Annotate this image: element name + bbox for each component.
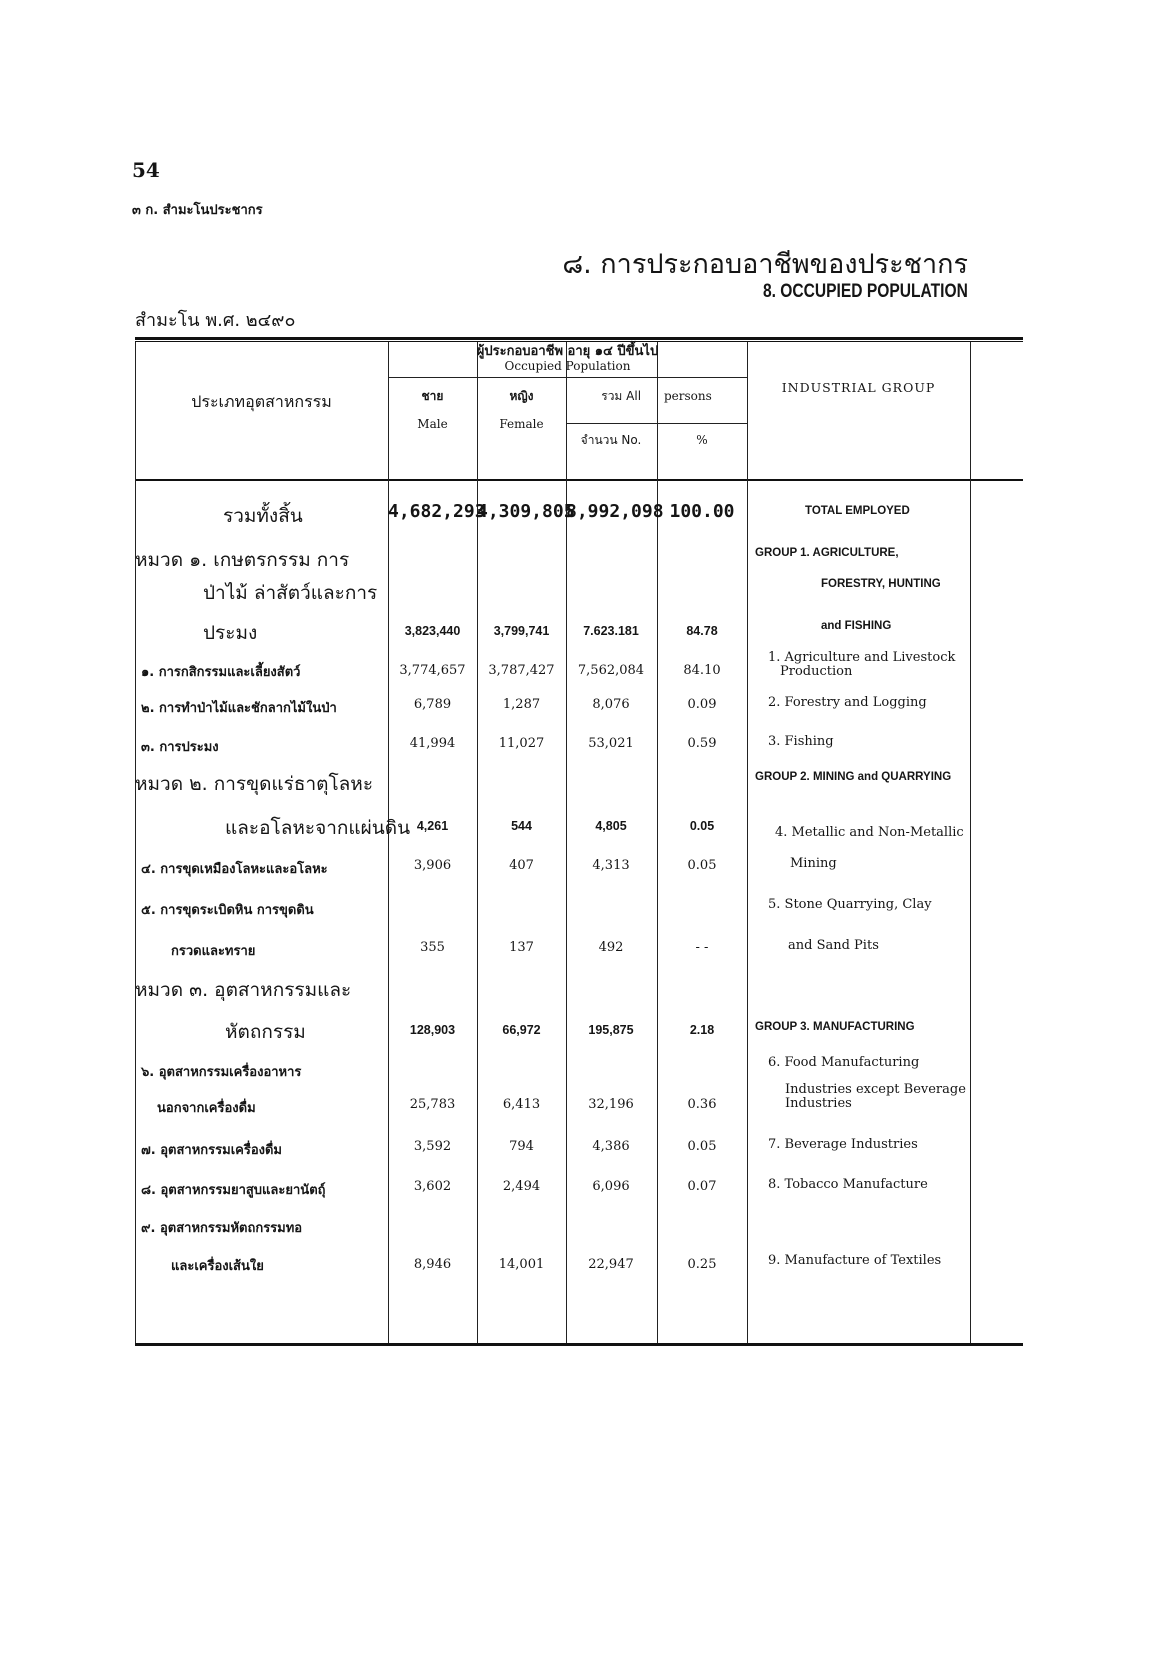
row-english-label: Mining (790, 856, 837, 871)
row-thai-label: รวมทั้งสิ้น (223, 505, 303, 527)
row-male: 4,682,293 (388, 501, 486, 522)
row-english-label: and FISHING (821, 620, 892, 632)
row-thai-label: ๓. การประมง (141, 740, 219, 755)
row-thai-label: ๙. อุตสาหกรรมหัตถกรรมทอ (141, 1221, 303, 1236)
row-percent: 2.18 (689, 1023, 715, 1037)
row-female: 4,309,805 (477, 501, 575, 522)
row-female: 544 (511, 819, 532, 833)
row-thai-label: ๘. อุตสาหกรรมยาสูบและยานัตถุ์ (141, 1183, 326, 1198)
row-male: 355 (420, 940, 445, 955)
header-occupied-population (388, 345, 747, 373)
row-total: 7,562,084 (577, 663, 645, 678)
table-title-thai: ๘. การประกอบอาชีพของประชากร (562, 249, 968, 280)
row-thai-label: ๔. การขุดเหมืองโลหะและอโลหะ (141, 862, 328, 877)
row-total: 6,096 (592, 1179, 630, 1194)
row-percent: 0.09 (687, 697, 717, 712)
row-english-label: 8. Tobacco Manufacture (768, 1177, 928, 1192)
occupied-population-table (135, 337, 1023, 1346)
row-total: 8,992,098 (566, 501, 664, 522)
row-english-label: 9. Manufacture of Textiles (768, 1253, 942, 1268)
row-thai-label: ๗. อุตสาหกรรมเครื่องดื่ม (141, 1143, 282, 1158)
header-all-persons (566, 389, 747, 403)
row-total: 4,805 (595, 819, 627, 833)
row-female: 137 (509, 940, 534, 955)
page-number: 54 (132, 158, 160, 182)
row-english-label (785, 1083, 966, 1111)
row-female: 3,787,427 (488, 663, 555, 678)
census-label: สำมะโน พ.ศ. ๒๔๙๐ (135, 310, 296, 331)
row-total: 4,386 (592, 1139, 630, 1154)
row-male: 128,903 (409, 1023, 456, 1037)
row-english-line1: Industries except Beverage (785, 1082, 966, 1097)
header-industry-type: ประเภทอุตสาหกรรม (191, 392, 332, 411)
row-english-label: GROUP 2. MINING and QUARRYING (755, 771, 952, 783)
row-english-label: 4. Metallic and Non-Metallic (775, 825, 964, 840)
row-thai-label: หัตถกรรม (225, 1021, 306, 1043)
row-thai-label: ๒. การทำป่าไม้และชักลากไม้ในป่า (141, 701, 337, 716)
row-male: 25,783 (409, 1097, 456, 1112)
row-female: 6,413 (502, 1097, 541, 1112)
header-all-thai: รวม All (601, 389, 642, 403)
row-thai-label: ประมง (203, 622, 258, 644)
row-english-label: GROUP 3. MANUFACTURING (755, 1021, 915, 1033)
row-english-label: TOTAL EMPLOYED (805, 505, 910, 517)
row-percent: 100.00 (669, 501, 735, 522)
row-male: 3,592 (413, 1139, 452, 1154)
row-male: 3,906 (413, 858, 452, 873)
row-thai-label: หมวด ๓. อุตสาหกรรมและ (135, 979, 352, 1001)
row-total: 492 (598, 940, 624, 955)
row-english-label: 7. Beverage Industries (768, 1137, 918, 1152)
row-female: 11,027 (498, 736, 545, 751)
row-english-label: 5. Stone Quarrying, Clay (768, 897, 932, 912)
row-total: 7.623.181 (583, 624, 639, 638)
row-thai-label: ๖. อุตสาหกรรมเครื่องอาหาร (141, 1065, 302, 1080)
row-percent: 84.78 (686, 624, 718, 638)
table-title-english: 8. OCCUPIED POPULATION (763, 281, 968, 302)
row-male: 4,261 (416, 819, 449, 833)
row-female: 14,001 (498, 1257, 545, 1272)
row-male: 3,823,440 (404, 624, 461, 638)
header-male-english: Male (417, 417, 448, 431)
row-thai-label: และเครื่องเส้นใย (171, 1259, 264, 1274)
row-female: 2,494 (502, 1179, 541, 1194)
row-male: 8,946 (413, 1257, 452, 1272)
row-percent: 0.59 (687, 736, 717, 751)
row-total: 8,076 (592, 697, 630, 712)
header-number: จำนวน No. (580, 433, 642, 447)
row-english-label: FORESTRY, HUNTING (821, 578, 941, 590)
header-female-english: Female (499, 417, 544, 431)
row-percent: 0.07 (687, 1179, 717, 1194)
header-occupied-english: Occupied Population (504, 359, 631, 373)
row-total: 32,196 (588, 1097, 634, 1112)
row-male: 3,774,657 (399, 663, 466, 678)
row-percent: - - (695, 940, 709, 955)
row-english-label: 3. Fishing (768, 734, 834, 749)
row-thai-label: กรวดและทราย (171, 944, 256, 959)
row-thai-label: หมวด ๑. เกษตรกรรม การ (135, 549, 350, 571)
row-english-label: 2. Forestry and Logging (768, 695, 927, 710)
row-percent: 0.25 (687, 1257, 717, 1272)
row-thai-label: ๑. การกสิกรรมและเลี้ยงสัตว์ (141, 665, 301, 680)
row-thai-label: ป่าไม้ ล่าสัตว์และการ (203, 582, 378, 604)
row-female: 794 (509, 1139, 534, 1154)
row-percent: 0.05 (687, 1139, 717, 1154)
row-thai-label: และอโลหะจากแผ่นดิน (225, 817, 411, 839)
row-english-line2: Production (780, 664, 853, 679)
row-english-label: 6. Food Manufacturing (768, 1055, 920, 1070)
row-female: 407 (509, 858, 534, 873)
header-male-thai: ชาย (421, 389, 444, 403)
row-percent: 84.10 (683, 663, 721, 678)
row-percent: 0.05 (689, 819, 715, 833)
row-english-label (768, 651, 955, 679)
row-thai-label: ๕. การขุดระเบิดหิน การขุดดิน (141, 903, 314, 918)
header-male (388, 389, 477, 431)
row-female: 3,799,741 (493, 624, 550, 638)
row-male: 41,994 (409, 736, 456, 751)
row-male: 6,789 (413, 697, 452, 712)
row-total: 53,021 (588, 736, 634, 751)
header-industrial-group: INDUSTRIAL GROUP (781, 380, 936, 395)
row-english-label: and Sand Pits (788, 938, 879, 953)
row-percent: 0.05 (687, 858, 717, 873)
row-english-line1: 1. Agriculture and Livestock (768, 650, 956, 665)
row-thai-label: หมวด ๒. การขุดแร่ธาตุโลหะ (135, 773, 374, 795)
row-english-label: GROUP 1. AGRICULTURE, (755, 547, 899, 559)
row-total: 195,875 (588, 1023, 634, 1037)
row-thai-label: นอกจากเครื่องดื่ม (157, 1101, 256, 1116)
row-female: 66,972 (502, 1023, 541, 1037)
header-occupied-thai: ผู้ประกอบอาชีพ อายุ ๑๔ ปีขึ้นไป (476, 344, 659, 359)
row-total: 4,313 (592, 858, 630, 873)
header-female-thai: หญิง (509, 389, 534, 403)
header-all-english: persons (663, 389, 712, 403)
header-percent: % (696, 433, 708, 447)
row-english-line2: Industries (785, 1096, 852, 1111)
row-total: 22,947 (588, 1257, 634, 1272)
header-female (477, 389, 566, 431)
row-female: 1,287 (502, 697, 541, 712)
section-subheading: ๓ ก. สำมะโนประชากร (132, 203, 263, 218)
row-male: 3,602 (413, 1179, 452, 1194)
row-percent: 0.36 (687, 1097, 717, 1112)
